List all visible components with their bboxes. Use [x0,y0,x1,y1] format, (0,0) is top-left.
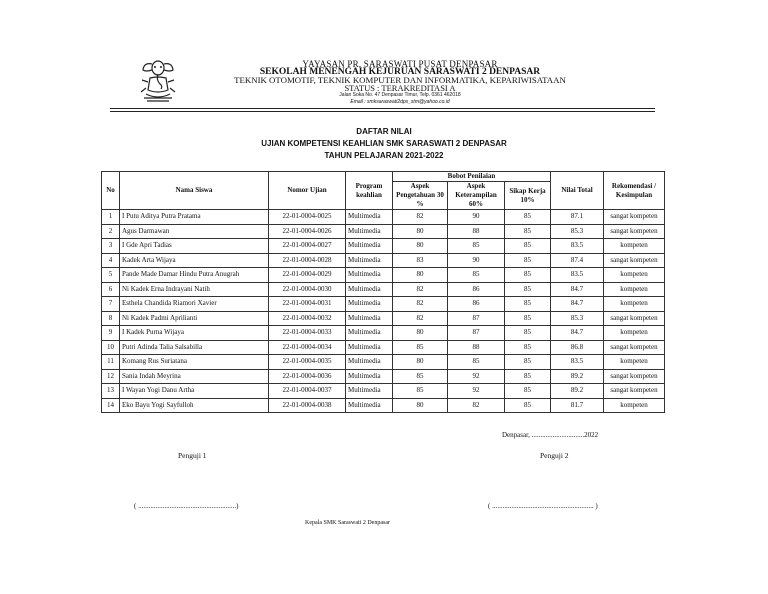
cell-no: 11 [102,355,120,370]
cell-attitude: 85 [505,297,551,312]
accreditation-status: STATUS : TERAKREDITASI A [344,83,456,93]
cell-total: 83.5 [551,355,604,370]
cell-no: 8 [102,311,120,326]
header-program: Program keahlian [346,172,393,210]
cell-skill: 85 [448,268,505,283]
table-row [102,384,665,399]
cell-exam-number: 22-01-0004-0038 [269,398,346,413]
cell-name: I Kadek Purna Wijaya [120,326,269,341]
cell-total: 83.5 [551,268,604,283]
cell-skill: 82 [448,398,505,413]
table-row [102,224,665,239]
cell-attitude: 85 [505,268,551,283]
cell-skill: 88 [448,224,505,239]
table-row [102,268,665,283]
cell-knowledge: 80 [393,268,448,283]
table-row [102,340,665,355]
cell-no: 14 [102,398,120,413]
cell-knowledge: 85 [393,340,448,355]
cell-attitude: 85 [505,282,551,297]
header-skill: Aspek Keterampilan 60% [448,182,505,210]
cell-program: Multimedia [346,253,393,268]
cell-knowledge: 83 [393,253,448,268]
table-body [102,210,665,413]
cell-exam-number: 22-01-0004-0037 [269,384,346,399]
cell-result: kompeten [604,326,665,341]
cell-no: 10 [102,340,120,355]
cell-result: kompeten [604,398,665,413]
cell-name: Ni Kadek Padmi Aprilianti [120,311,269,326]
cell-knowledge: 80 [393,355,448,370]
cell-exam-number: 22-01-0004-0035 [269,355,346,370]
cell-attitude: 85 [505,340,551,355]
cell-total: 89.2 [551,384,604,399]
cell-total: 85.3 [551,311,604,326]
school-programs: TEKNIK OTOMOTIF, TEKNIK KOMPUTER DAN INFORMATIKA, KEPARIWISATAAN [234,75,566,85]
cell-attitude: 85 [505,311,551,326]
cell-result: sangat kompeten [604,210,665,225]
cell-attitude: 85 [505,398,551,413]
academic-year: TAHUN PELAJARAN 2021-2022 [324,151,444,160]
cell-attitude: 85 [505,253,551,268]
cell-no: 12 [102,369,120,384]
cell-total: 86.8 [551,340,604,355]
cell-skill: 86 [448,282,505,297]
ganesha-logo-icon [138,58,178,104]
cell-program: Multimedia [346,398,393,413]
cell-knowledge: 85 [393,369,448,384]
cell-total: 83.5 [551,239,604,254]
cell-no: 6 [102,282,120,297]
cell-knowledge: 82 [393,210,448,225]
cell-program: Multimedia [346,282,393,297]
cell-exam-number: 22-01-0004-0030 [269,282,346,297]
cell-skill: 87 [448,311,505,326]
examiner-1-label: Penguji 1 [178,451,207,460]
cell-program: Multimedia [346,268,393,283]
cell-skill: 86 [448,297,505,312]
cell-no: 5 [102,268,120,283]
cell-program: Multimedia [346,239,393,254]
table-row [102,326,665,341]
table-row [102,369,665,384]
table-row [102,297,665,312]
cell-name: Pande Made Damar Hindu Putra Anugrah [120,268,269,283]
cell-skill: 92 [448,384,505,399]
cell-skill: 85 [448,355,505,370]
cell-program: Multimedia [346,326,393,341]
table-row [102,210,665,225]
table-row [102,239,665,254]
cell-no: 3 [102,239,120,254]
cell-program: Multimedia [346,297,393,312]
cell-program: Multimedia [346,384,393,399]
header-rule-thick [110,108,655,109]
foundation-name: YAYASAN PR. SARASWATI PUSAT DENPASAR [302,59,498,69]
cell-attitude: 85 [505,224,551,239]
cell-knowledge: 82 [393,297,448,312]
cell-skill: 90 [448,253,505,268]
cell-attitude: 85 [505,210,551,225]
header-no: No [102,172,120,210]
school-name: SEKOLAH MENENGAH KEJURUAN SARASWATI 2 DENPASAR [259,67,541,77]
examiner-2-signature-line: ( .......................................................... ) [488,502,598,510]
cell-attitude: 85 [505,355,551,370]
cell-program: Multimedia [346,355,393,370]
table-row [102,311,665,326]
cell-no: 13 [102,384,120,399]
cell-attitude: 85 [505,326,551,341]
cell-knowledge: 82 [393,311,448,326]
cell-skill: 88 [448,340,505,355]
header-knowledge: Aspek Pengetahuan 30 % [393,182,448,210]
cell-program: Multimedia [346,340,393,355]
cell-name: Komang Rus Suriatana [120,355,269,370]
cell-no: 9 [102,326,120,341]
cell-knowledge: 80 [393,239,448,254]
cell-exam-number: 22-01-0004-0031 [269,297,346,312]
header-total: Nilai Total [551,172,604,210]
cell-program: Multimedia [346,311,393,326]
cell-total: 85.3 [551,224,604,239]
examiner-2-label: Penguji 2 [540,451,569,460]
table-row [102,398,665,413]
cell-total: 84.7 [551,297,604,312]
cell-result: sangat kompeten [604,253,665,268]
cell-program: Multimedia [346,369,393,384]
cell-name: Putri Adinda Talia Salsabilla [120,340,269,355]
cell-total: 87.1 [551,210,604,225]
cell-result: kompeten [604,239,665,254]
cell-result: kompeten [604,282,665,297]
cell-result: kompeten [604,297,665,312]
table-row [102,253,665,268]
table-header-row [102,172,665,182]
cell-skill: 87 [448,326,505,341]
cell-exam-number: 22-01-0004-0029 [269,268,346,283]
cell-knowledge: 80 [393,398,448,413]
cell-no: 4 [102,253,120,268]
cell-total: 89.2 [551,369,604,384]
header-weight-group: Bobot Penilaian [393,172,551,182]
table-row [102,355,665,370]
cell-exam-number: 22-01-0004-0033 [269,326,346,341]
cell-attitude: 85 [505,384,551,399]
cell-knowledge: 80 [393,326,448,341]
cell-knowledge: 80 [393,224,448,239]
grades-table [101,171,665,413]
cell-no: 1 [102,210,120,225]
header-attitude: Sikap Kerja 10% [505,182,551,210]
cell-name: I Gde Apri Tadias [120,239,269,254]
table-row [102,282,665,297]
cell-program: Multimedia [346,224,393,239]
cell-total: 84.7 [551,282,604,297]
cell-name: Sania Indah Meyrina [120,369,269,384]
place-date: Denpasar, ..............................2022 [502,431,599,439]
cell-name: Eko Bayu Yogi Sayfulloh [120,398,269,413]
school-address: Jalan Soka No. 47 Denpasar Timur, Telp. 0361 462018 [339,92,461,98]
cell-skill: 92 [448,369,505,384]
cell-name: Agus Darmawan [120,224,269,239]
document-title: DAFTAR NILAI [356,127,412,136]
cell-exam-number: 22-01-0004-0036 [269,369,346,384]
cell-exam-number: 22-01-0004-0028 [269,253,346,268]
cell-exam-number: 22-01-0004-0034 [269,340,346,355]
cell-result: kompeten [604,355,665,370]
cell-result: sangat kompeten [604,311,665,326]
cell-exam-number: 22-01-0004-0026 [269,224,346,239]
header-recommendation: Rekomendasi / Kesimpulan [604,172,665,210]
cell-exam-number: 22-01-0004-0032 [269,311,346,326]
cell-program: Multimedia [346,210,393,225]
cell-result: sangat kompeten [604,340,665,355]
cell-knowledge: 82 [393,282,448,297]
cell-total: 81.7 [551,398,604,413]
cell-result: sangat kompeten [604,369,665,384]
cell-attitude: 85 [505,369,551,384]
cell-no: 7 [102,297,120,312]
cell-result: kompeten [604,268,665,283]
cell-result: sangat kompeten [604,384,665,399]
cell-result: sangat kompeten [604,224,665,239]
cell-name: I Putu Aditya Putra Pratama [120,210,269,225]
document-subtitle: UJIAN KOMPETENSI KEAHLIAN SMK SARASWATI 2 DENPASAR [261,139,507,148]
cell-exam-number: 22-01-0004-0027 [269,239,346,254]
cell-no: 2 [102,224,120,239]
cell-exam-number: 22-01-0004-0025 [269,210,346,225]
school-email: Email : smksaraswati2dps_stm@yahoo.co.id [350,99,450,105]
cell-attitude: 85 [505,239,551,254]
cell-name: Kadek Arta Wijaya [120,253,269,268]
cell-name: Ni Kadek Erna Indrayani Natih [120,282,269,297]
header-rule-thin [110,111,655,112]
principal-label: Kepala SMK Saraswati 2 Denpasar [305,520,390,526]
cell-total: 87.4 [551,253,604,268]
cell-skill: 85 [448,239,505,254]
examiner-1-signature-line: ( ........................................................) [134,502,239,510]
cell-knowledge: 85 [393,384,448,399]
header-exam-number: Nomor Ujian [269,172,346,210]
cell-name: Esthela Chandida Riamori Xavier [120,297,269,312]
cell-skill: 90 [448,210,505,225]
header-name: Nama Siswa [120,172,269,210]
cell-total: 84.7 [551,326,604,341]
cell-name: I Wayan Yogi Danu Artha [120,384,269,399]
